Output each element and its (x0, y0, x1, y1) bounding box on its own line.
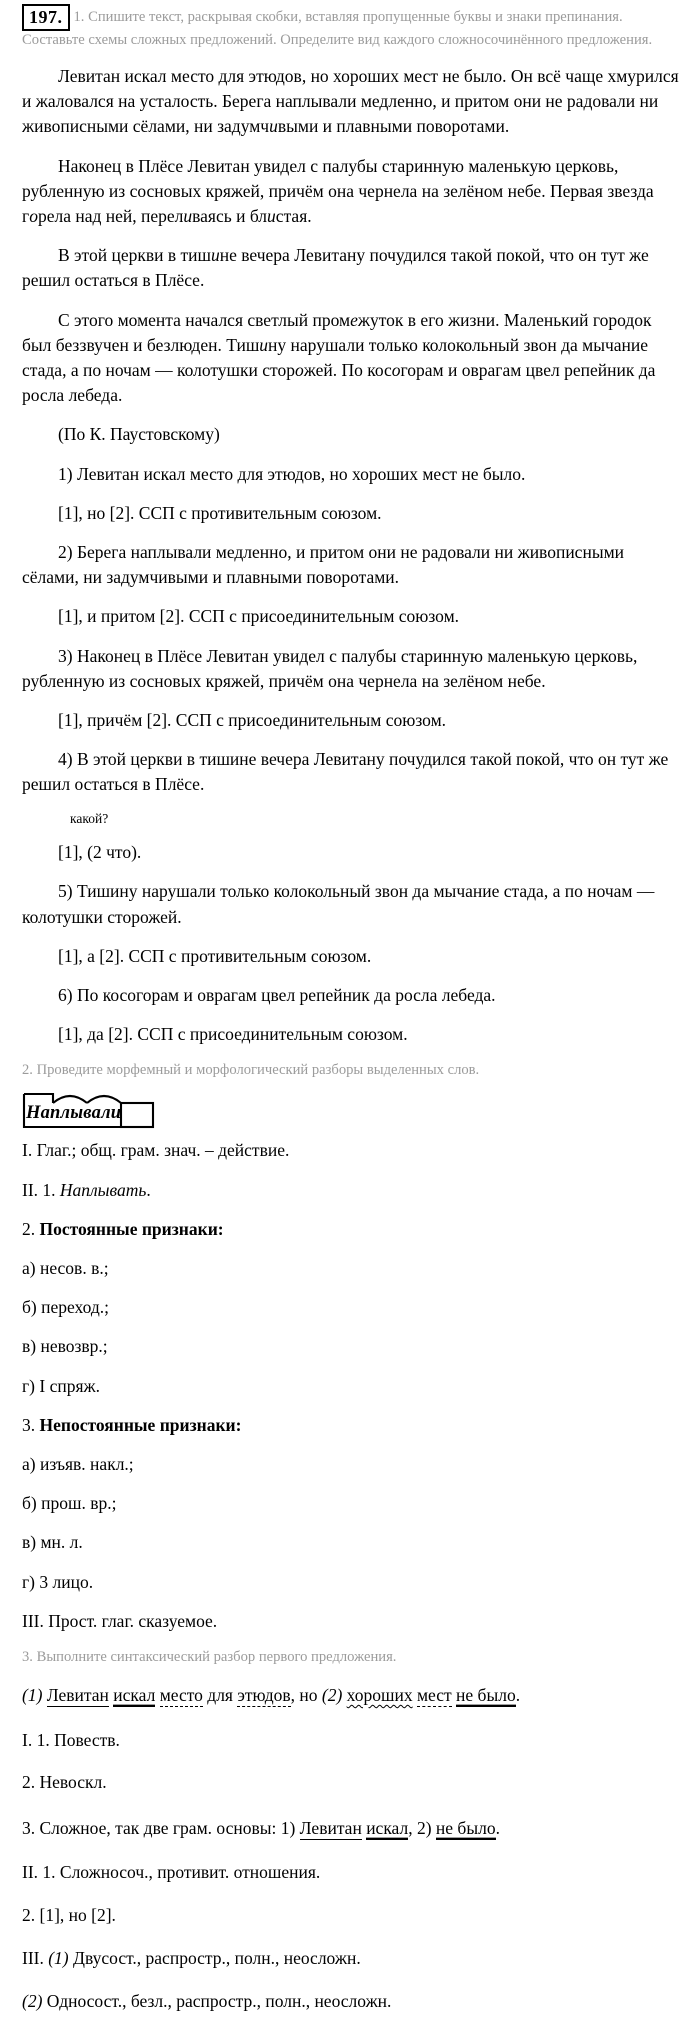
scheme-sentence-6: 6) По косогорам и оврагам цвел репейник да росла лебеда. (58, 984, 496, 1005)
para2-inserted-letter-2: и (183, 206, 193, 227)
ending-box-mark (121, 1103, 153, 1127)
para4-inserted-letter-3: о (294, 360, 304, 381)
nonpermanent-item-a: а) изъяв. накл.; (22, 1454, 134, 1475)
syntax-line-2: 2. Невоскл. (22, 1772, 107, 1793)
syntax-conjunction: , но (290, 1685, 318, 1706)
para4-part-d: жей. По кос (303, 360, 392, 381)
para4-inserted-letter-1: е (350, 309, 358, 330)
exercise-task-2: 2. Проведите морфемный и морфологический разборы выделенных слов. (22, 1062, 480, 1079)
para4-part-a: С этого момента начался светлый пром (58, 309, 351, 330)
morphology-permanent-heading (0, 1217, 700, 1242)
syntax-object-2: этюдов (237, 1685, 291, 1706)
scheme-formula-1: [1], но [2]. ССП с противительным союзом. (58, 502, 382, 523)
nonpermanent-heading-text: Непостоянные признаки: (39, 1414, 242, 1435)
syntax-predicate-2: не было (456, 1685, 516, 1706)
syntax-line-6-text: Двусост., распростр., полн., неосложн. (68, 1947, 361, 1968)
para1-part-b: выми и плавными поворотами. (277, 116, 510, 137)
para2-inserted-letter-1: о (29, 206, 38, 227)
nonpermanent-item-b: б) прош. вр.; (22, 1493, 117, 1514)
syntax-line-3-middle: , 2) (408, 1817, 436, 1838)
para2-part-b: рела над ней, перел (37, 206, 184, 227)
para1-part-a: Левитан искал место для этюдов, но хороших мест не было. Он всё чаще хмурился и жаловался на усталость. Берега наплывали медленно, и притом они не радовали ни живописными сёлами, ни задумч (22, 66, 679, 137)
syntax-object-3: мест (416, 1685, 452, 1706)
para4-part-e: горам и оврагам цвел репейник да росла лебеда. (22, 360, 656, 406)
text-paragraph-2 (0, 154, 700, 230)
exercise-header (0, 0, 700, 50)
syntax-preposition: для (207, 1685, 233, 1706)
nonpermanent-item-d: г) 3 лицо. (22, 1571, 94, 1592)
para2-part-a: Наконец в Плёсе Левитан увидел с палубы старинную маленькую церковь, рубленную из сосновых кряжей, причём она чернела на зелёном небе. Первая звезда г (22, 155, 654, 227)
morphology-line-2-suffix: . (146, 1179, 151, 1200)
exercise-task-1: 1. Спишите текст, раскрывая скобки, вставляя пропущенные буквы и знаки препинания. Составьте схемы сложных предложений. Определите вид каждого сложносочинённого предложения. (22, 9, 653, 48)
text-paragraph-3 (0, 243, 700, 293)
para1-inserted-letter-1: и (269, 116, 278, 137)
text-paragraph-4 (0, 308, 700, 409)
syntax-line-3-subject: Левитан (299, 1817, 362, 1838)
scheme-formula-5: [1], а [2]. ССП с противительным союзом. (58, 945, 372, 966)
syntax-line-4: II. 1. Сложносоч., противит. отношения. (22, 1862, 321, 1883)
para2-inserted-letter-3: и (267, 206, 276, 227)
permanent-item-c: в) невозвр.; (22, 1336, 108, 1357)
para3-part-b: не вечера Левитану почудился такой покой, что он тут же решил остаться в Плёсе. (22, 245, 649, 291)
para4-inserted-letter-2: и (259, 334, 269, 355)
scheme-sentence-2: 2) Берега наплывали медленно, и притом они не радовали ни живописными сёлами, ни задумчивыми и плавными поворотами. (22, 542, 625, 588)
morpheme-analysis-naplyvali (26, 1090, 121, 1127)
scheme-sentence-4: 4) В этой церкви в тишине вечера Левитану почудился такой покой, что он тут же решил остаться в Плёсе. (22, 749, 669, 795)
morphology-line-2-prefix: II. 1. (22, 1179, 60, 1200)
nonpermanent-item-c: в) мн. л. (22, 1532, 83, 1553)
morphology-nonpermanent-heading (0, 1413, 700, 1438)
scheme-sentence-5: 5) Тишину нарушали только колокольный звон да мычание стада, а по ночам — колотушки сторожей. (22, 881, 655, 927)
text-source-attribution: (По К. Паустовскому) (58, 424, 220, 445)
nonpermanent-heading-number: 3. (22, 1414, 40, 1435)
syntax-line-3-predicate-1: искал (366, 1817, 409, 1838)
scheme-formula-3: [1], причём [2]. ССП с присоединительным союзом. (58, 710, 447, 731)
clause-marker-2: (2) (321, 1685, 343, 1706)
morphology-infinitive: Наплывать (59, 1179, 147, 1200)
permanent-item-d: г) I спряж. (22, 1375, 100, 1396)
para2-part-d: стая. (275, 206, 312, 227)
scheme-formula-4: [1], (2 что). (58, 842, 142, 863)
syntax-line-3-predicate-2: не было (435, 1817, 496, 1838)
syntax-line-3 (0, 1813, 700, 1843)
morpheme-prefix: На (26, 1103, 51, 1124)
scheme-question-label-4: какой? (70, 810, 109, 826)
morpheme-ending: ли (101, 1103, 122, 1124)
scheme-sentence-3: 3) Наконец в Плёсе Левитан увидел с палубы старинную маленькую церковь, рубленную из сосновых кряжей, причём она чернела на зелёном небе. (22, 645, 638, 691)
para2-part-c: ваясь и бл (192, 206, 268, 227)
syntax-line-6 (0, 1946, 700, 1971)
clause-marker-1: (1) (22, 1685, 43, 1706)
syntax-line-7-clause-marker: (2) (22, 1990, 43, 2011)
syntax-line-1: I. 1. Повеств. (22, 1729, 120, 1750)
para3-part-a: В этой церкви в тиш (58, 245, 211, 266)
scheme-formula-6: [1], да [2]. ССП с присоединительным союзом. (58, 1024, 408, 1045)
para4-part-c: ну нарушали только колокольный звон да мычание стада, а по ночам — колотушки стор (22, 334, 649, 381)
syntax-line-3-prefix: 3. Сложное, так две грам. основы: 1) (22, 1817, 300, 1838)
exercise-task-3: 3. Выполните синтаксический разбор первого предложения. (22, 1649, 397, 1666)
scheme-sentence-1: 1) Левитан искал место для этюдов, но хороших мест не было. (58, 463, 526, 484)
syntax-line-6-clause-marker: (1) (48, 1947, 69, 1968)
para3-inserted-letter-1: и (210, 245, 220, 266)
permanent-heading-number: 2. (22, 1218, 40, 1239)
morpheme-root: плы (50, 1103, 84, 1124)
scheme-formula-2: [1], и притом [2]. ССП с присоединительным союзом. (58, 606, 460, 627)
exercise-number-box: 197. (22, 4, 70, 31)
para4-part-b: жуток в его жизни. Маленький городок был беззвучен и безлюден. Тиш (22, 309, 652, 355)
syntax-parsed-sentence (0, 1680, 700, 1710)
text-paragraph-1 (0, 64, 700, 140)
syntax-subject: Левитан (46, 1685, 109, 1706)
morphology-line-2 (0, 1178, 700, 1203)
syntax-line-7-text: Односост., безл., распростр., полн., неосложн. (42, 1990, 392, 2011)
syntax-final-period: . (515, 1685, 521, 1706)
syntax-line-7 (0, 1989, 700, 2014)
permanent-item-b: б) переход.; (22, 1297, 109, 1318)
syntax-predicate: искал (113, 1685, 156, 1706)
morphology-line-3: III. Прост. глаг. сказуемое. (22, 1610, 218, 1631)
syntax-attribute: хороших (346, 1685, 413, 1706)
para4-inserted-letter-4: о (391, 360, 401, 381)
permanent-item-a: а) несов. в.; (22, 1258, 109, 1278)
syntax-line-5: 2. [1], но [2]. (22, 1905, 116, 1926)
syntax-object-1: место (159, 1685, 203, 1706)
morphology-line-1: I. Глаг.; общ. грам. знач. – действие. (22, 1140, 290, 1161)
syntax-line-3-end: . (495, 1817, 500, 1838)
morpheme-suffix: ва (83, 1103, 102, 1124)
syntax-line-6-number: III. (22, 1947, 49, 1968)
permanent-heading-text: Постоянные признаки: (39, 1218, 224, 1239)
morpheme-word (26, 1103, 121, 1123)
